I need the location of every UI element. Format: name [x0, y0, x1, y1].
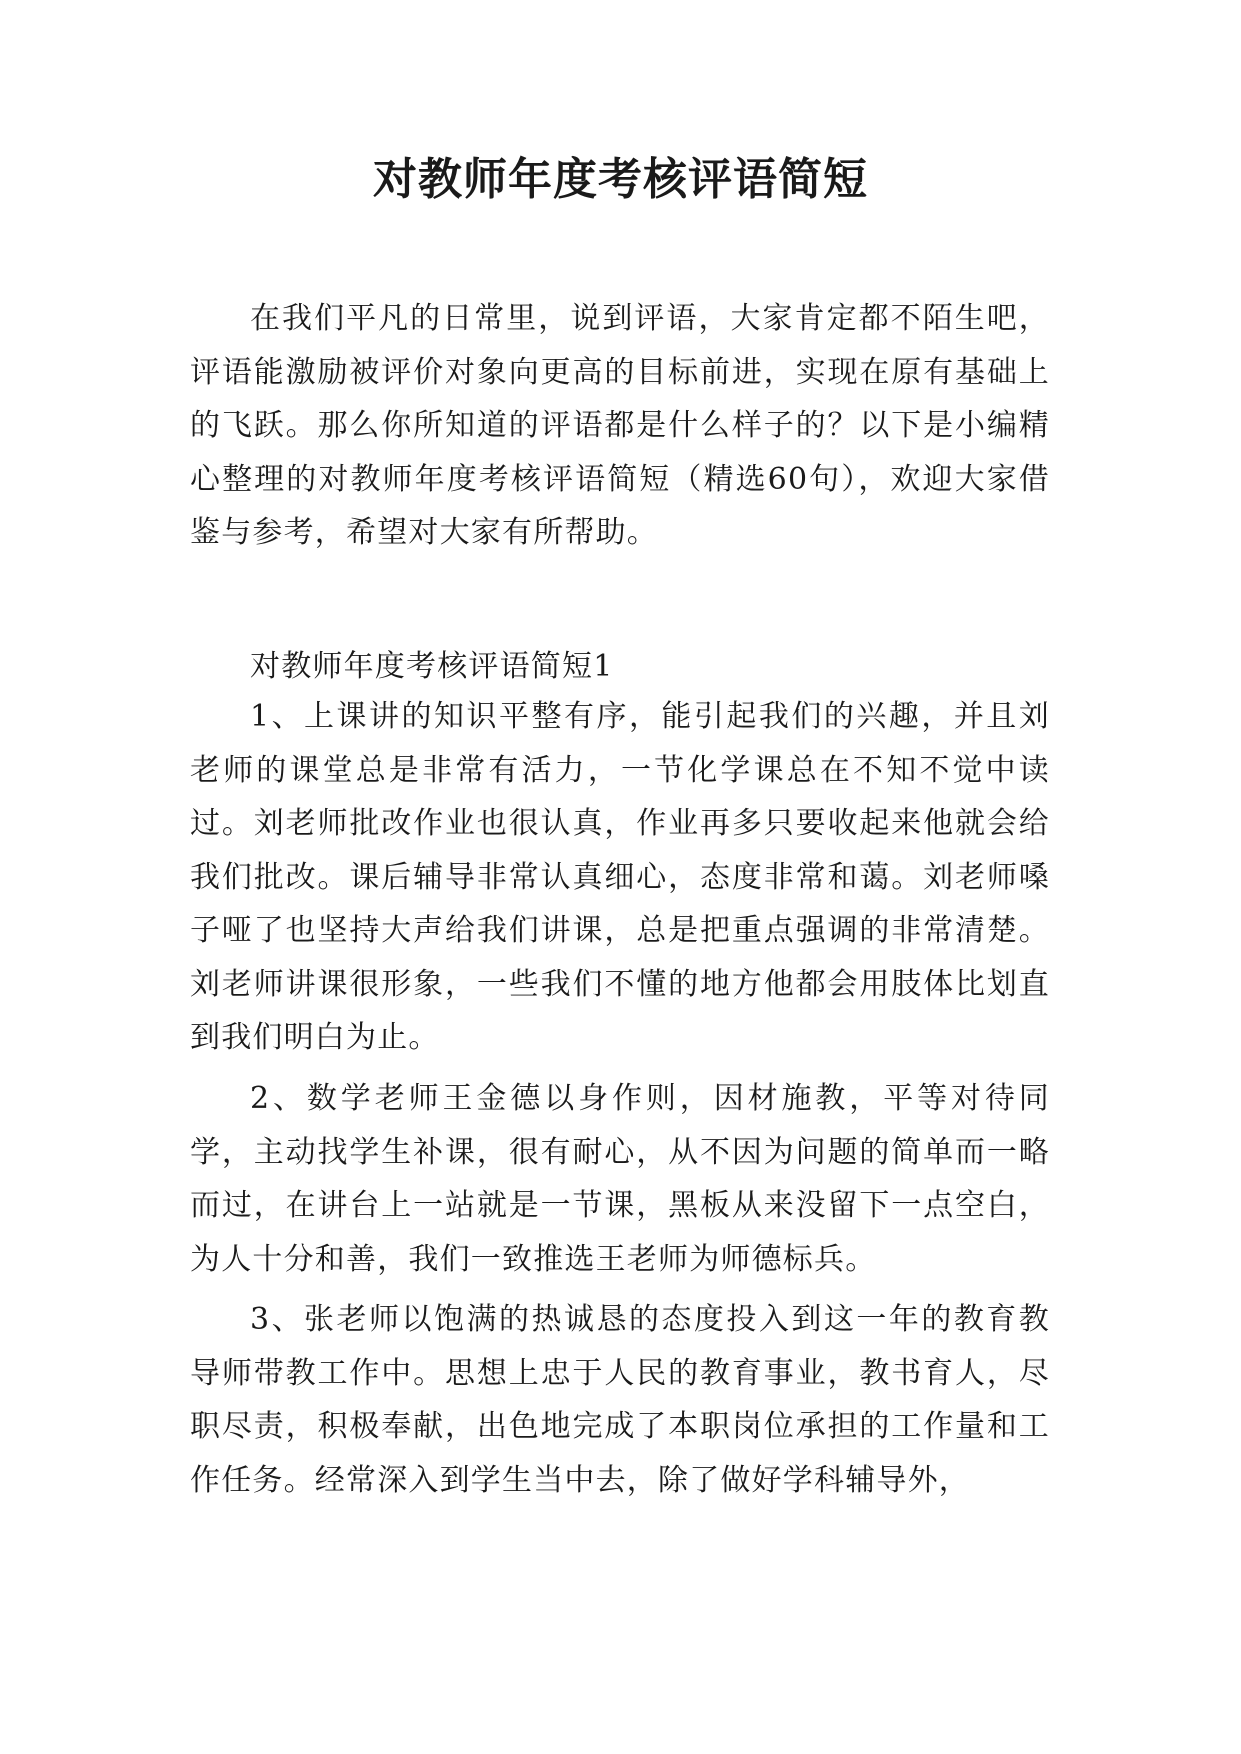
document-title: 对教师年度考核评语简短 [373, 154, 868, 205]
intro-paragraph: 在我们平凡的日常里，说到评语，大家肯定都不陌生吧，评语能激励被评价对象向更高的目标前进，实现在原有基础上的飞跃。那么你所知道的评语都是什么样子的？以下是小编精心整理的对教师年度考核评语简短（精选60句），欢迎大家借鉴与参考，希望对大家有所帮助。 [190, 301, 1050, 550]
comment-paragraph-2: 2、数学老师王金德以身作则，因材施教，平等对待同学，主动找学生补课，很有耐心，从不因为问题的简单而一略而过，在讲台上一站就是一节课，黑板从来没留下一点空白，为人十分和善，我们一致推选王老师为师德标兵。 [190, 1081, 1050, 1277]
section-heading: 对教师年度考核评语简短1 [250, 649, 614, 684]
comment-paragraph-3: 3、张老师以饱满的热诚恳的态度投入到这一年的教育教导师带教工作中。思想上忠于人民的教育事业，教书育人，尽职尽责，积极奉献，出色地完成了本职岗位承担的工作量和工作任务。经常深入到学生当中去，除了做好学科辅导外， [190, 1302, 1050, 1498]
comment-paragraph-1: 1、上课讲的知识平整有序，能引起我们的兴趣，并且刘老师的课堂总是非常有活力，一节化学课总在不知不觉中读过。刘老师批改作业也很认真，作业再多只要收起来他就会给我们批改。课后辅导非常认真细心，态度非常和蔼。刘老师嗓子哑了也坚持大声给我们讲课，总是把重点强调的非常清楚。刘老师讲课很形象，一些我们不懂的地方他都会用肢体比划直到我们明白为止。 [190, 699, 1050, 1055]
